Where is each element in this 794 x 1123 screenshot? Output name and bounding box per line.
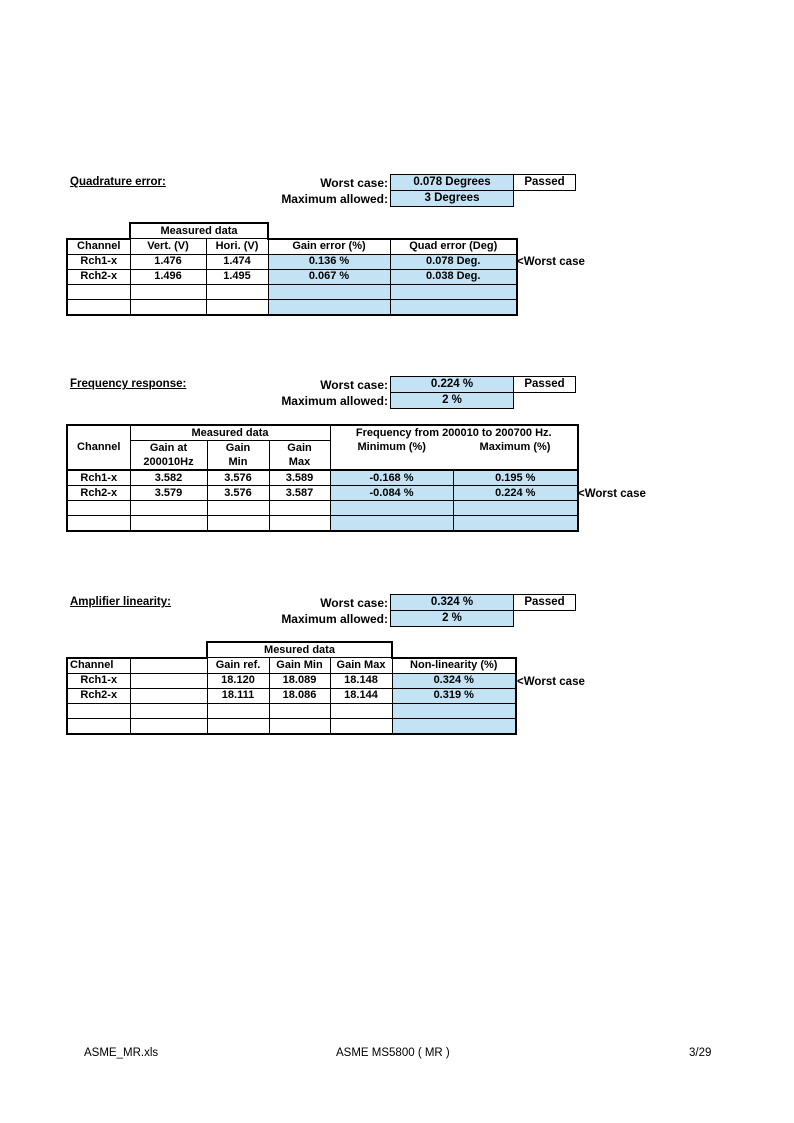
quadrature-status-badge: Passed bbox=[513, 174, 576, 191]
table-cell: 1.495 bbox=[206, 269, 268, 284]
table-header-row bbox=[67, 658, 516, 674]
quadrature-max-value: 3 Degrees bbox=[390, 190, 514, 207]
linearity-title: Amplifier linearity: bbox=[70, 596, 171, 608]
table-row bbox=[67, 254, 517, 269]
quadrature-worst-label: Worst case: bbox=[320, 176, 388, 190]
column-header: Minimum (%) bbox=[330, 441, 453, 471]
table-cell: Rch2-x bbox=[67, 486, 130, 501]
table-cell: 0.224 % bbox=[453, 486, 578, 501]
frequency-worst-value: 0.224 % bbox=[390, 376, 514, 393]
table-cell: 0.038 Deg. bbox=[390, 269, 517, 284]
table-cell: -0.168 % bbox=[330, 470, 453, 486]
footer-page-number: 3/29 bbox=[689, 1047, 712, 1059]
quadrature-max-label: Maximum allowed: bbox=[281, 192, 388, 206]
table-cell: 0.067 % bbox=[268, 269, 390, 284]
table-cell: 0.319 % bbox=[392, 688, 516, 703]
table-cell: 3.589 bbox=[269, 470, 330, 486]
column-header: Min bbox=[207, 455, 269, 470]
table-row-empty bbox=[67, 516, 578, 532]
frequency-table bbox=[66, 424, 579, 532]
table-cell: Rch2-x bbox=[67, 688, 130, 703]
table-cell: Rch1-x bbox=[67, 673, 130, 688]
frequency-group-header: Measured data bbox=[130, 425, 330, 441]
quadrature-worst-note: <Worst case bbox=[517, 256, 585, 268]
frequency-worst-label: Worst case: bbox=[320, 378, 388, 392]
column-header: Hori. (V) bbox=[206, 239, 268, 255]
linearity-worst-note: <Worst case bbox=[517, 676, 585, 688]
column-header: Gain error (%) bbox=[268, 239, 390, 255]
column-header: Maximum (%) bbox=[453, 441, 578, 471]
table-cell: 0.195 % bbox=[453, 470, 578, 486]
column-header: Channel bbox=[67, 658, 130, 674]
column-header: Vert. (V) bbox=[130, 239, 206, 255]
column-header: Gain bbox=[207, 441, 269, 456]
table-cell: Rch1-x bbox=[67, 470, 130, 486]
table-cell: 3.582 bbox=[130, 470, 207, 486]
table-cell: 18.148 bbox=[330, 673, 392, 688]
table-cell: 1.496 bbox=[130, 269, 206, 284]
table-cell: 18.111 bbox=[207, 688, 269, 703]
column-header: Gain at bbox=[130, 441, 207, 456]
table-cell: 3.576 bbox=[207, 470, 269, 486]
footer-filename: ASME_MR.xls bbox=[84, 1047, 159, 1059]
linearity-table bbox=[66, 641, 517, 735]
linearity-group-header: Mesured data bbox=[207, 642, 392, 658]
quadrature-title: Quadrature error: bbox=[70, 176, 166, 188]
column-header: 200010Hz bbox=[130, 455, 207, 470]
table-cell: 3.576 bbox=[207, 486, 269, 501]
quadrature-table bbox=[66, 222, 518, 316]
table-cell: 0.324 % bbox=[392, 673, 516, 688]
column-header: Gain Max bbox=[330, 658, 392, 674]
quadrature-worst-value: 0.078 Degrees bbox=[390, 174, 514, 191]
table-cell: 18.086 bbox=[269, 688, 330, 703]
table-cell: 0.136 % bbox=[268, 254, 390, 269]
quadrature-group-header: Measured data bbox=[130, 223, 268, 239]
linearity-worst-label: Worst case: bbox=[320, 596, 388, 610]
column-header: Gain ref. bbox=[207, 658, 269, 674]
table-row bbox=[67, 673, 516, 688]
table-row bbox=[67, 470, 578, 486]
frequency-status-badge: Passed bbox=[513, 376, 576, 393]
table-row bbox=[67, 269, 517, 284]
column-header: Max bbox=[269, 455, 330, 470]
table-cell: 1.476 bbox=[130, 254, 206, 269]
frequency-title: Frequency response: bbox=[70, 378, 187, 390]
column-header: Channel bbox=[67, 425, 130, 470]
table-cell: 18.120 bbox=[207, 673, 269, 688]
table-row bbox=[67, 486, 578, 501]
table-row-empty bbox=[67, 284, 517, 299]
table-cell: Rch2-x bbox=[67, 269, 130, 284]
table-cell: -0.084 % bbox=[330, 486, 453, 501]
table-row-empty bbox=[67, 718, 516, 734]
column-header: Gain bbox=[269, 441, 330, 456]
table-row-empty bbox=[67, 299, 517, 315]
frequency-worst-note: <Worst case bbox=[578, 488, 646, 500]
column-header: Quad error (Deg) bbox=[390, 239, 517, 255]
column-header: Non-linearity (%) bbox=[392, 658, 516, 674]
linearity-worst-value: 0.324 % bbox=[390, 594, 514, 611]
table-cell: Rch1-x bbox=[67, 254, 130, 269]
table-cell: 3.579 bbox=[130, 486, 207, 501]
frequency-max-value: 2 % bbox=[390, 392, 514, 409]
table-cell: 3.587 bbox=[269, 486, 330, 501]
table-header-row bbox=[67, 239, 517, 255]
column-header: Gain Min bbox=[269, 658, 330, 674]
table-row-empty bbox=[67, 703, 516, 718]
frequency-range-header: Frequency from 200010 to 200700 Hz. bbox=[330, 425, 578, 441]
linearity-status-badge: Passed bbox=[513, 594, 576, 611]
column-header: Channel bbox=[67, 239, 130, 255]
table-cell: 18.144 bbox=[330, 688, 392, 703]
linearity-max-value: 2 % bbox=[390, 610, 514, 627]
table-row bbox=[67, 688, 516, 703]
table-cell: 0.078 Deg. bbox=[390, 254, 517, 269]
footer-document-title: ASME MS5800 ( MR ) bbox=[336, 1047, 450, 1059]
linearity-max-label: Maximum allowed: bbox=[281, 612, 388, 626]
table-cell: 1.474 bbox=[206, 254, 268, 269]
frequency-max-label: Maximum allowed: bbox=[281, 394, 388, 408]
table-cell: 18.089 bbox=[269, 673, 330, 688]
table-row-empty bbox=[67, 501, 578, 516]
